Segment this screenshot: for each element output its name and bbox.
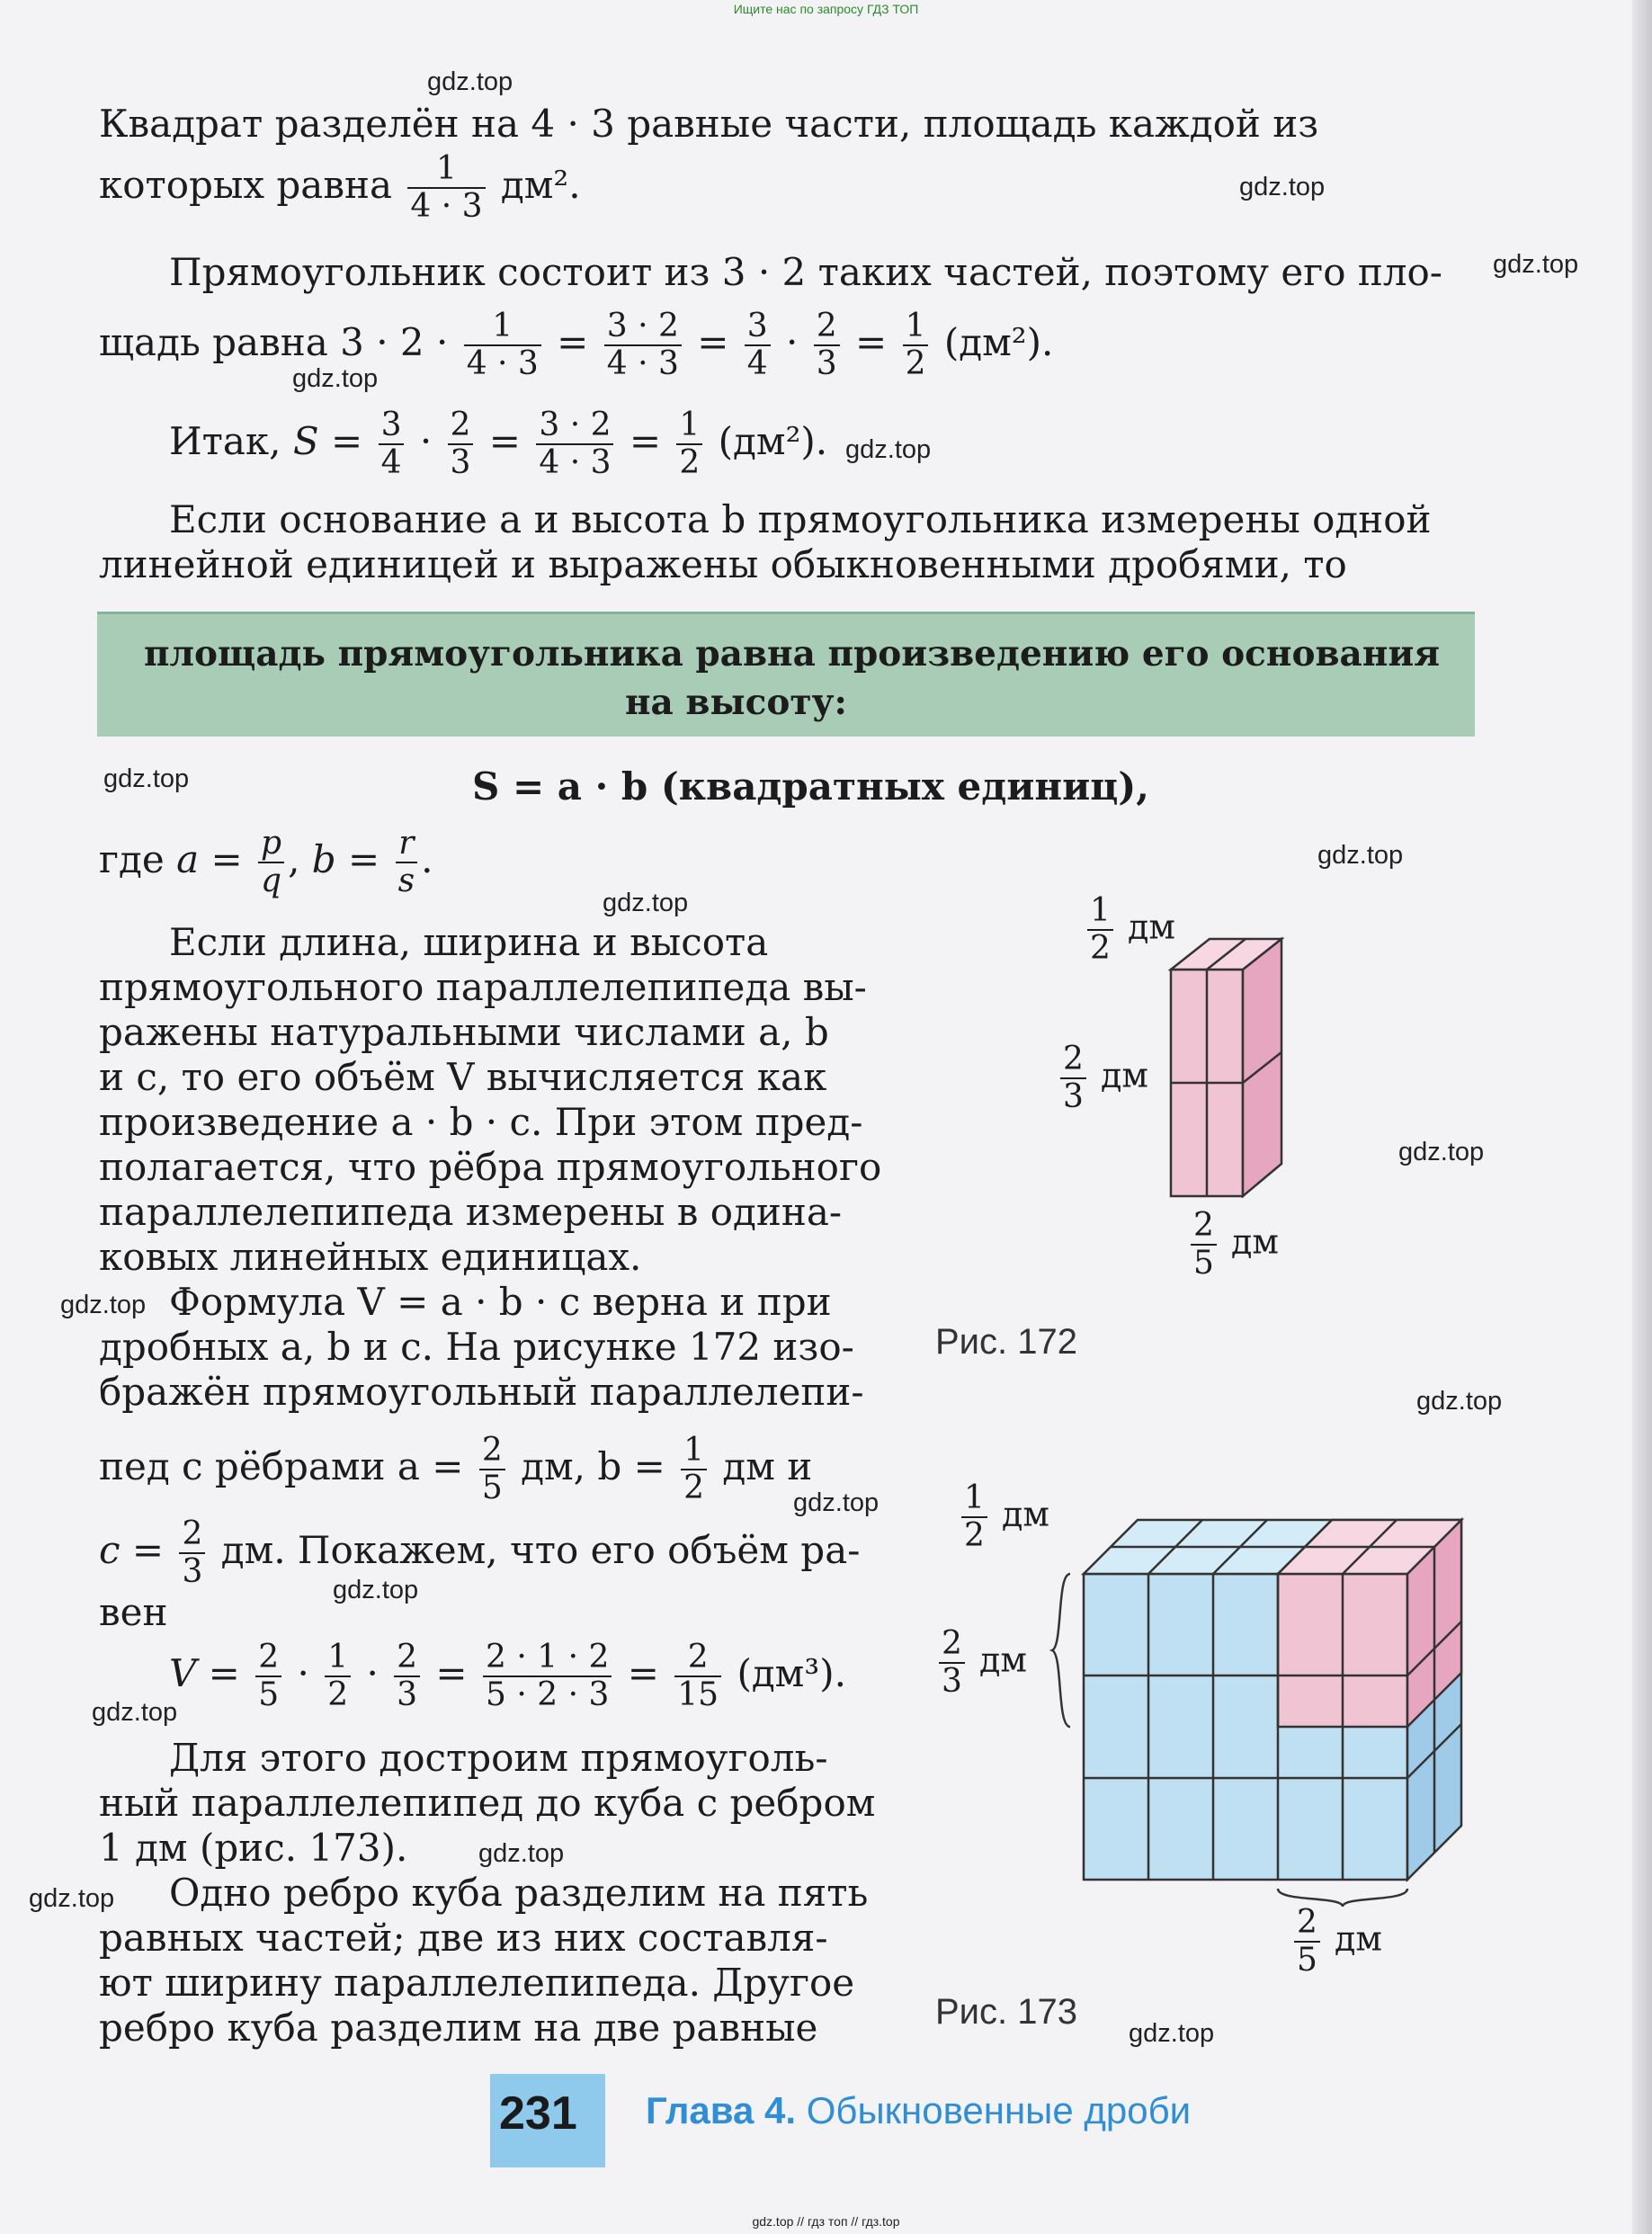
page-edge [1632,0,1652,2234]
text-line: равных частей; две из них составля- [99,1916,828,1960]
text-line: Для этого достроим прямоуголь- [169,1736,828,1780]
dimension-label: $\frac{1}{2}$ дм [958,1482,1049,1552]
text-line: Прямоугольник состоит из 3 · 2 таких частей, поэтому его пло- [169,250,1443,294]
top-banner: Ищите нас по запросу ГДЗ ТОП [733,2,919,16]
figure-172-box [1160,935,1376,1205]
fraction: $\frac{1}{4 \cdot 3}$ [407,153,485,223]
bottom-banner: gdz.top // гдз топ // гдз.top [752,2214,900,2229]
text-line: Если основание a и высота b прямоугольника измерены одной [169,497,1432,541]
dimension-label: $\frac{1}{2}$ дм [1084,895,1175,965]
watermark: gdz.top [60,1291,147,1319]
chapter-title: Глава 4. Обыкновенные дроби [646,2089,1192,2131]
text-line: произведение a · b · c. При этом пред- [99,1100,863,1144]
watermark: gdz.top [333,1576,419,1604]
watermark: gdz.top [1129,2019,1215,2048]
text-line: ражены натуральными числами a, b [99,1010,829,1054]
watermark: gdz.top [103,764,190,793]
text-line: которых равна $\frac{1}{4 \cdot 3}$ дм². [99,150,581,225]
text-line: и c, то его объём V вычисляется как [99,1055,827,1099]
watermark: gdz.top [1239,173,1326,201]
text-line: линейной единицей и выражены обыкновенными дробями, то [99,542,1347,586]
dimension-label: $\frac{2}{5}$ дм [1187,1210,1279,1280]
watermark: gdz.top [1416,1387,1503,1416]
watermark: gdz.top [478,1839,565,1868]
text-line: c = $\frac{2}{3}$ дм. Покажем, что его объём ра- [99,1515,861,1590]
text-line: ный параллелепипед до куба с ребром [99,1781,876,1825]
dimension-label: $\frac{2}{5}$ дм [1290,1907,1382,1977]
text-line: ребро куба разделим на две равные [99,2006,818,2050]
area-formula: S = a · b (квадратных единиц), [472,764,1149,809]
watermark: gdz.top [1493,250,1579,279]
text-line: ковых линейных единицах. [99,1235,642,1279]
text-line: ют ширину параллелепипеда. Другое [99,1961,855,2005]
text-line: Итак, S = $\frac{3}{4}$ · $\frac{2}{3}$ = $\frac{3 \cdot 2}{4 \cdot 3}$ = $\frac{1}{2}$ (дм²). [169,407,828,481]
watermark: gdz.top [793,1488,880,1517]
text-line: параллелепипеда измерены в одина- [99,1190,843,1234]
text-line: пед с рёбрами a = $\frac{2}{5}$ дм, b = $\frac{1}{2}$ дм и [99,1432,813,1506]
figure-173-cube [1043,1484,1493,1916]
text-line: вен [99,1590,168,1634]
text-line: прямоугольного параллелепипеда вы- [99,965,867,1009]
watermark: gdz.top [603,889,689,917]
text-line: дробных a, b и c. На рисунке 172 изо- [99,1325,854,1369]
watermark: gdz.top [92,1698,178,1727]
text-line: Квадрат разделён на 4 · 3 равные части, площадь каждой из [99,102,1319,146]
text-line: бражён прямоугольный параллелепи- [99,1370,864,1414]
watermark: gdz.top [845,435,932,464]
text-line: 1 дм (рис. 173). [99,1826,408,1870]
text-line: полагается, что рёбра прямоугольного [99,1145,882,1189]
text-line: V = $\frac{2}{5}$ · $\frac{1}{2}$ · $\frac{2}{3}$ = $\frac{2 \cdot 1 \cdot 2}{5 \cdot 2 \cdot 3}$ = $\frac{2}{15}$ (дм³). [169,1639,846,1713]
text-line: где a = $\frac{p}{q}$ , b = $\frac{r}{s}$ . [99,825,433,899]
watermark: gdz.top [292,364,379,393]
text-line: Если длина, ширина и высота [169,920,769,964]
watermark: gdz.top [29,1884,115,1913]
dimension-label: $\frac{2}{3}$ дм [1057,1043,1148,1113]
watermark: gdz.top [1317,841,1404,870]
page-number: 231 [499,2087,577,2140]
figure-172-caption: Рис. 172 [935,1322,1077,1362]
dimension-label: $\frac{2}{3}$ дм [935,1628,1027,1698]
rule-text: площадь прямоугольника равна произведению его основания [144,633,1441,675]
text-line: щадь равна 3 · 2 · $\frac{1}{4 \cdot 3}$ = $\frac{3 \cdot 2}{4 \cdot 3}$ = $\frac{3}{4}$ · $\frac{2}{3}$ = $\frac{1}{2}$ (дм²). [99,308,1054,382]
rule-text: на высоту: [625,682,847,723]
text-line: Одно ребро куба разделим на пять [169,1871,869,1915]
text-line: Формула V = a · b · c верна и при [169,1280,832,1324]
watermark: gdz.top [427,67,513,96]
watermark: gdz.top [1398,1138,1485,1166]
figure-173-caption: Рис. 173 [935,1992,1077,2032]
